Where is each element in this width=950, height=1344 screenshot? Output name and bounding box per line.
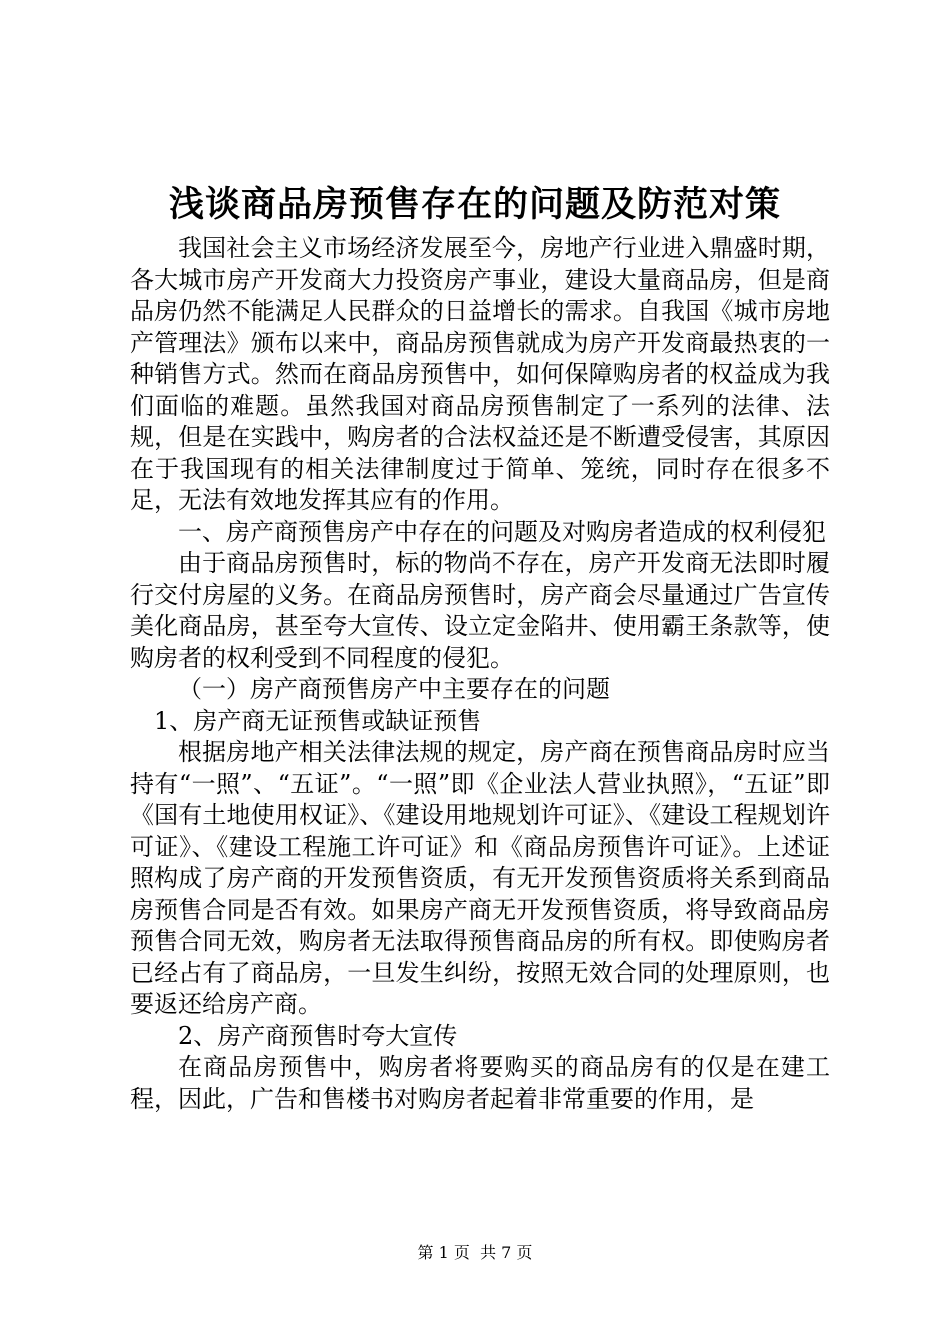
paragraph-section-1: 由于商品房预售时，标的物尚不存在，房产开发商无法即时履行交付房屋的义务。在商品房预售时，房产商会尽量通过广告宣传美化商品房，甚至夸大宣传、设立定金陷井、使用霸王条款等，使购房者的权利受到不同程度的侵犯。 — [130, 549, 830, 672]
page-footer — [0, 1243, 950, 1263]
subsection-heading-1: （一）房产商预售房产中主要存在的问题 — [178, 675, 610, 703]
document-body — [130, 233, 830, 1115]
page-number-label: 第 1 页 共 7 页 — [417, 1243, 533, 1262]
item-heading-1: 1、房产商无证预售或缺证预售 — [154, 706, 482, 735]
paragraph-item-1: 根据房地产相关法律法规的规定，房产商在预售商品房时应当持有“一照”、“五证”。“一照”即《企业法人营业执照》，“五证”即《国有土地使用权证》、《建设用地规划许可证》、《建设工程规划许可证》、《建设工程施工许可证》和《商品房预售许可证》。上述证照构成了房产商的开发预售资质，有无开发预售资质将关系到商品房预售合同是否有效。如果房产商无开发预售资质，将导致商品房预售合同无效，购房者无法取得预售商品房的所有权。即使购房者已经占有了商品房，一旦发生纠纷，按照无效合同的处理原则，也要返还给房产商。 — [130, 738, 830, 1018]
document-title: 浅谈商品房预售存在的问题及防范对策 — [168, 184, 781, 225]
paragraph-item-2: 在商品房预售中，购房者将要购买的商品房有的仅是在建工程，因此，广告和售楼书对购房者起着非常重要的作用，是 — [130, 1053, 830, 1113]
section-heading-1: 一、房产商预售房产中存在的问题及对购房者造成的权利侵犯 — [178, 517, 826, 546]
item-heading-2: 2、房产商预售时夸大宣传 — [178, 1021, 458, 1050]
paragraph-intro: 我国社会主义市场经济发展至今，房地产行业进入鼎盛时期，各大城市房产开发商大力投资房产事业，建设大量商品房，但是商品房仍然不能满足人民群众的日益增长的需求。自我国《城市房地产管理法》颁布以来中，商品房预售就成为房产开发商最热衷的一种销售方式。然而在商品房预售中，如何保障购房者的权益成为我们面临的难题。虽然我国对商品房预售制定了一系列的法律、法规，但是在实践中，购房者的合法权益还是不断遭受侵害，其原因在于我国现有的相关法律制度过于简单、笼统，同时存在很多不足，无法有效地发挥其应有的作用。 — [130, 234, 830, 514]
